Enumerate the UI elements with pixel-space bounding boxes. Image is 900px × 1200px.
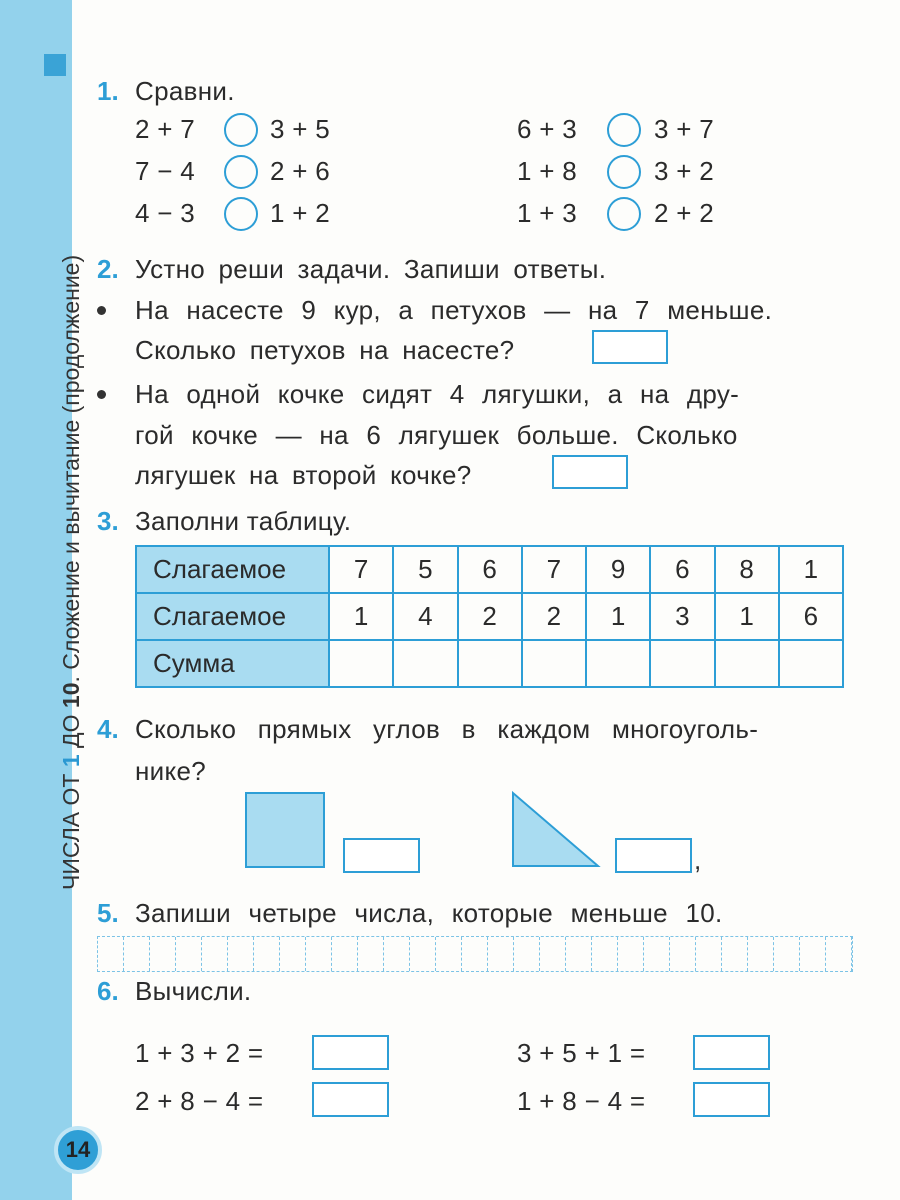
expression: 3 + 5 (270, 114, 331, 144)
table-row (136, 593, 843, 640)
answer-box[interactable] (615, 838, 692, 873)
table-cell: 2 (458, 593, 522, 640)
table-cell[interactable] (779, 640, 843, 687)
compare-circle[interactable] (224, 155, 258, 189)
expression: 2 + 2 (654, 198, 715, 228)
table-row (136, 640, 843, 687)
table-cell[interactable] (586, 640, 650, 687)
table-cell: 8 (715, 546, 779, 593)
chapter-title-ten: 10 (58, 682, 84, 709)
expression: 6 + 3 (517, 114, 578, 144)
expression: 7 − 4 (135, 156, 196, 186)
task-number: 2. (97, 254, 119, 284)
task-number: 3. (97, 506, 119, 536)
table-row (136, 546, 843, 593)
task-number: 6. (97, 976, 119, 1006)
task-number: 5. (97, 898, 119, 928)
table-cell: 1 (715, 593, 779, 640)
problem-text: На одной кочке сидят 4 лягушки, а на дру- (135, 379, 740, 409)
table-cell[interactable] (393, 640, 457, 687)
answer-box[interactable] (312, 1082, 389, 1117)
problem-text: лягушек на второй кочке? (135, 460, 472, 490)
answer-box[interactable] (312, 1035, 389, 1070)
expression: 2 + 6 (270, 156, 331, 186)
expression: 3 + 2 (654, 156, 715, 186)
chapter-title-mid: ДО (58, 708, 84, 755)
compare-circle[interactable] (224, 113, 258, 147)
page-number: 14 (54, 1126, 102, 1174)
table-cell[interactable] (458, 640, 522, 687)
table-cell: 4 (393, 593, 457, 640)
task-title: Сколько прямых углов в каждом многоуголь- (135, 714, 759, 744)
square-shape (245, 792, 325, 868)
writing-grid[interactable] (97, 936, 853, 972)
answer-box[interactable] (693, 1035, 770, 1070)
table-cell: 1 (586, 593, 650, 640)
chapter-title-pre: ЧИСЛА ОТ (58, 767, 84, 890)
compare-circle[interactable] (607, 113, 641, 147)
row-label: Слагаемое (136, 546, 329, 593)
answer-box[interactable] (552, 455, 628, 489)
problem-text: гой кочке — на 6 лягушек больше. Сколько (135, 420, 738, 450)
compare-circle[interactable] (607, 197, 641, 231)
answer-box[interactable] (592, 330, 668, 364)
expression: 1 + 8 (517, 156, 578, 186)
bullet (97, 306, 106, 315)
row-label: Сумма (136, 640, 329, 687)
chapter-title-one: 1 (58, 754, 84, 768)
chapter-title-post: . Сложение и вычитание (продолжение) (58, 254, 84, 683)
chapter-title (58, 70, 85, 890)
table-cell: 3 (650, 593, 714, 640)
bullet (97, 390, 106, 399)
compare-circle[interactable] (224, 197, 258, 231)
equation: 3 + 5 + 1 = (517, 1038, 646, 1068)
task-title: Запиши четыре числа, которые меньше 10. (135, 898, 723, 928)
table-cell: 6 (650, 546, 714, 593)
task-number: 1. (97, 76, 119, 106)
triangle-shape (510, 790, 602, 870)
expression: 4 − 3 (135, 198, 196, 228)
equation: 1 + 3 + 2 = (135, 1038, 264, 1068)
answer-box[interactable] (343, 838, 420, 873)
table-cell: 6 (779, 593, 843, 640)
table-cell: 7 (329, 546, 393, 593)
table-cell: 6 (458, 546, 522, 593)
table-cell: 7 (522, 546, 586, 593)
task-title: Заполни таблицу. (135, 506, 352, 536)
table-cell[interactable] (329, 640, 393, 687)
task-title: Устно реши задачи. Запиши ответы. (135, 254, 607, 284)
table-cell[interactable] (650, 640, 714, 687)
table-cell: 5 (393, 546, 457, 593)
table-cell: 9 (586, 546, 650, 593)
table-cell[interactable] (522, 640, 586, 687)
expression: 3 + 7 (654, 114, 715, 144)
comma: , (694, 845, 702, 875)
expression: 1 + 2 (270, 198, 331, 228)
problem-text: На насесте 9 кур, а петухов — на 7 меньше. (135, 295, 773, 325)
expression: 2 + 7 (135, 114, 196, 144)
answer-box[interactable] (693, 1082, 770, 1117)
expression: 1 + 3 (517, 198, 578, 228)
table-cell[interactable] (715, 640, 779, 687)
row-label: Слагаемое (136, 593, 329, 640)
table-cell: 1 (779, 546, 843, 593)
compare-circle[interactable] (607, 155, 641, 189)
equation: 1 + 8 − 4 = (517, 1086, 646, 1116)
table-cell: 2 (522, 593, 586, 640)
sum-table (135, 545, 844, 688)
table-cell: 1 (329, 593, 393, 640)
task-title-cont: нике? (135, 756, 206, 786)
equation: 2 + 8 − 4 = (135, 1086, 264, 1116)
task-title: Вычисли. (135, 976, 252, 1006)
task-title: Сравни. (135, 76, 235, 106)
problem-text: Сколько петухов на насесте? (135, 335, 515, 365)
task-number: 4. (97, 714, 119, 744)
